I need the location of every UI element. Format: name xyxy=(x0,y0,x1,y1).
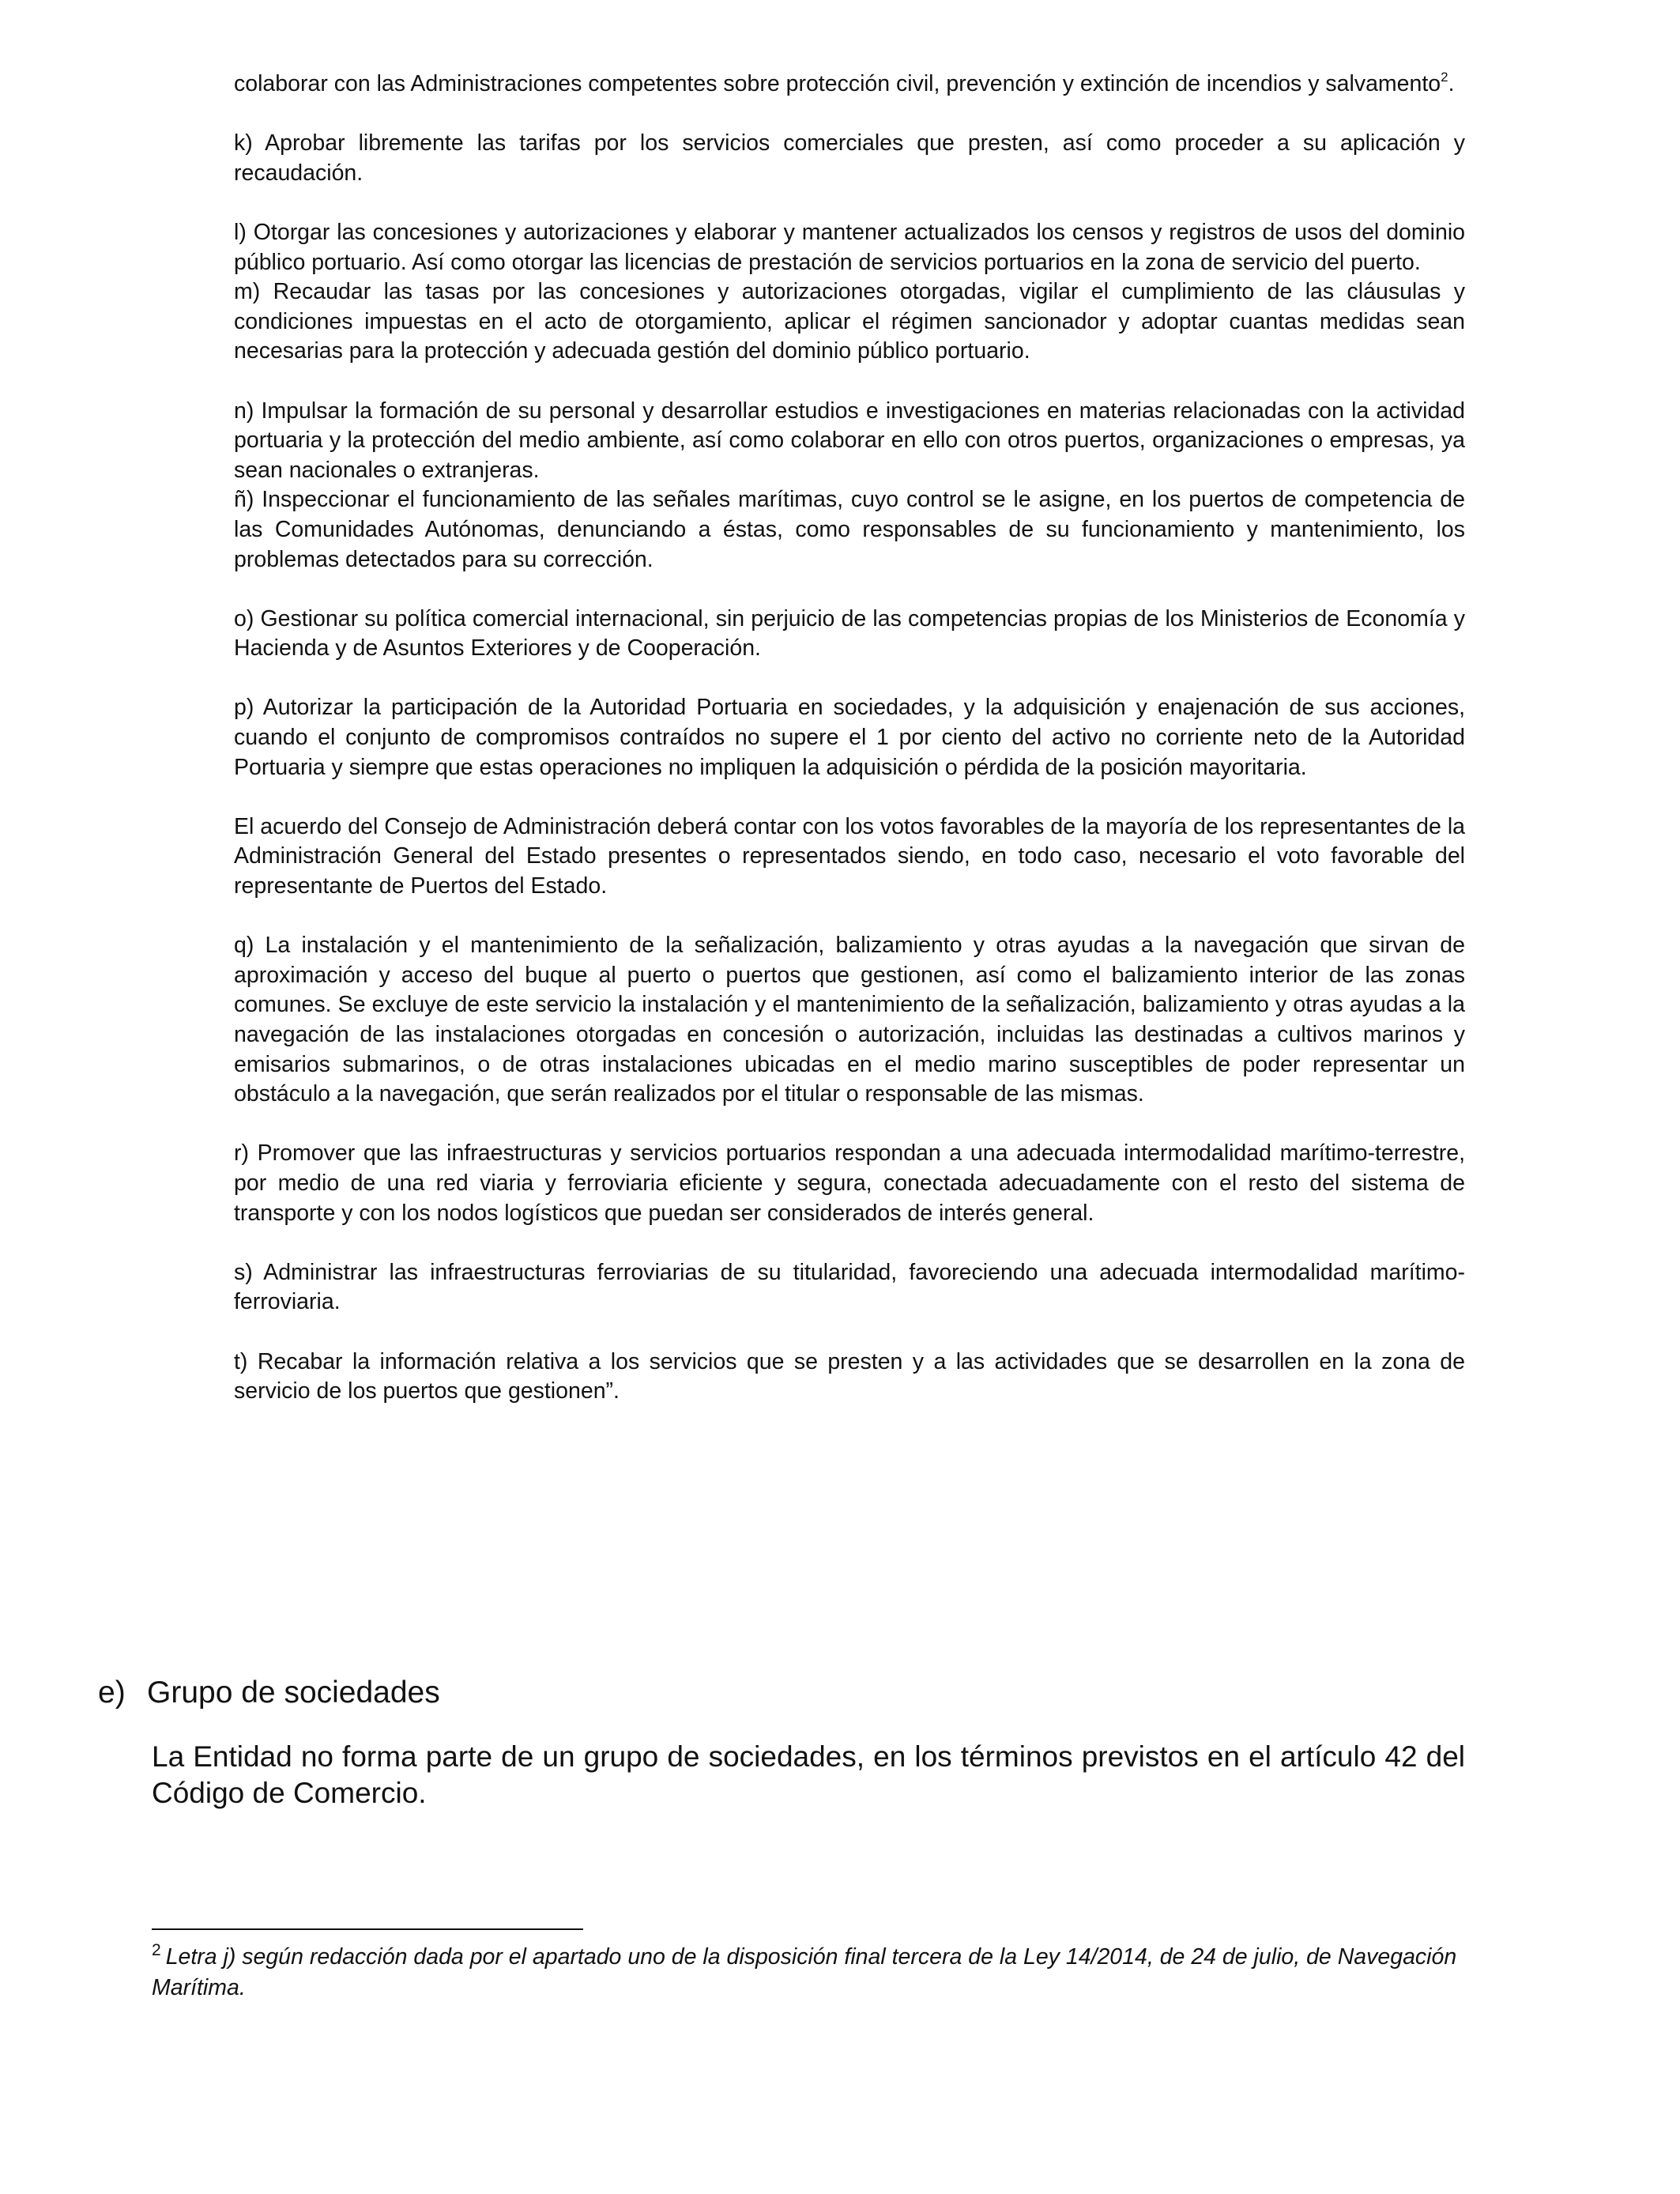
paragraph-j-continuation: colaborar con las Administraciones competentes sobre protección civil, prevención y extinción de incendios y salvamento$^2$. xyxy=(234,69,1455,96)
footnote-divider xyxy=(152,1928,583,1930)
section-heading xyxy=(98,1674,440,1712)
footnote-mark: 2 xyxy=(152,1941,161,1959)
footnote-text: Letra j) según redacción dada por el apartado uno de la disposición final tercera de la Ley 14/2014, de 24 de julio, de Navegación Marítima. xyxy=(152,1944,1457,2000)
paragraph-acuerdo: El acuerdo del Consejo de Administración deberá contar con los votos favorables de la mayoría de los representantes de la Administración General del Estado presentes o representados siendo, en todo caso, necesario el voto favorable del representante de Puertos del Estado. xyxy=(234,813,1465,899)
paragraph-p: p) Autorizar la participación de la Autoridad Portuaria en sociedades, y la adquisición y enajenación de sus acciones, cuando el conjunto de compromisos contraídos no supere el 1 por ciento del activo no corriente neto de la Autoridad Portuaria y siempre que estas operaciones no impliquen la adquisición o pérdida de la posición mayoritaria. xyxy=(234,695,1465,780)
paragraph-s: s) Administrar las infraestructuras ferroviarias de su titularidad, favoreciendo una adecuada intermodalidad marítimo-ferroviaria. xyxy=(234,1259,1465,1315)
paragraph-r: r) Promover que las infraestructuras y servicios portuarios respondan a una adecuada intermodalidad marítimo-terrestre, por medio de una red viaria y ferroviaria eficiente y segura, conectada adecuadamente con el resto del sistema de transporte y con los nodos logísticos que puedan ser considerados de interés general. xyxy=(234,1140,1465,1226)
footnote-reference: 2 xyxy=(1441,69,1448,85)
paragraph-t: t) Recabar la información relativa a los servicios que se presten y a las actividades que se desarrollen en la zona de servicio de los puertos que gestionen”. xyxy=(234,1348,1465,1404)
section-label: e) xyxy=(98,1676,126,1710)
paragraph-n: n) Impulsar la formación de su personal y desarrollar estudios e investigaciones en materias relacionadas con la actividad portuaria y la protección del medio ambiente, así como colaborar en ello con otros puertos, organizaciones o empresas, ya sean nacionales o extranjeras. xyxy=(234,398,1465,483)
paragraph-l: l) Otorgar las concesiones y autorizaciones y elaborar y mantener actualizados los censos y registros de usos del dominio público portuario. Así como otorgar las licencias de prestación de servicios portuarios en la zona de servicio del puerto. xyxy=(234,219,1465,275)
section-body: La Entidad no forma parte de un grupo de sociedades, en los términos previstos en el artículo 42 del Código de Comercio. xyxy=(152,1740,1465,1809)
footnote xyxy=(152,1943,1465,2003)
paragraph-m: m) Recaudar las tasas por las concesiones y autorizaciones otorgadas, vigilar el cumplimiento de las cláusulas y condiciones impuestas en el acto de otorgamiento, aplicar el régimen sancionador y adoptar cuantas medidas sean necesarias para la protección y adecuada gestión del dominio público portuario. xyxy=(234,279,1465,364)
paragraph-o: o) Gestionar su política comercial internacional, sin perjuicio de las competencias propias de los Ministerios de Economía y Hacienda y de Asuntos Exteriores y de Cooperación. xyxy=(234,605,1465,662)
paragraph-k: k) Aprobar libremente las tarifas por los servicios comerciales que presten, así como proceder a su aplicación y recaudación. xyxy=(234,130,1465,186)
paragraph-enye: ñ) Inspeccionar el funcionamiento de las señales marítimas, cuyo control se le asigne, en los puertos de competencia de las Comunidades Autónomas, denunciando a éstas, como responsables de su funcionamiento y mantenimiento, los problemas detectados para su corrección. xyxy=(234,487,1465,572)
body-text xyxy=(234,70,1465,1407)
paragraph-q: q) La instalación y el mantenimiento de la señalización, balizamiento y otras ayudas a la navegación que sirvan de aproximación y acceso del buque al puerto o puertos que gestionen, así como el balizamiento interior de las zonas comunes. Se excluye de este servicio la instalación y el mantenimiento de la señalización, balizamiento y otras ayudas a la navegación de las instalaciones otorgadas en concesión o autorización, incluidas las destinadas a cultivos marinos y emisarios submarinos, o de otras instalaciones ubicadas en el medio marino susceptibles de poder representar un obstáculo a la navegación, que serán realizados por el titular o responsable de las mismas. xyxy=(234,933,1465,1107)
section-title: Grupo de sociedades xyxy=(147,1676,440,1710)
